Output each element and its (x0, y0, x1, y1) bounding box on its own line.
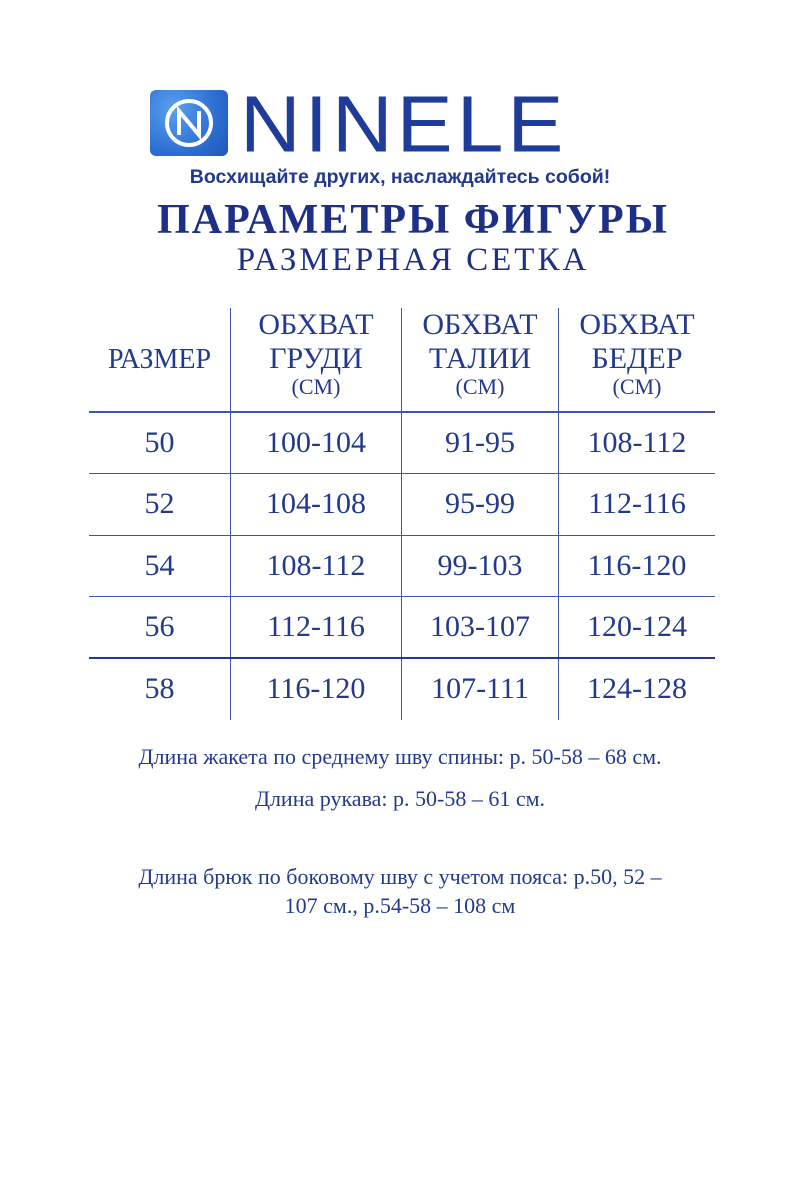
hips-cell: 116-120 (559, 535, 716, 597)
hips-cell: 124-128 (559, 658, 716, 720)
chest-cell: 112-116 (231, 597, 402, 659)
chest-cell: 104-108 (231, 474, 402, 536)
size-cell: 50 (89, 412, 231, 474)
table-row (89, 597, 715, 659)
header-line: ГРУДИ (269, 342, 363, 375)
table-header-row (89, 308, 715, 412)
hips-cell: 108-112 (559, 412, 716, 474)
header-line: ОБХВАТ (422, 308, 538, 341)
waist-cell: 91-95 (402, 412, 559, 474)
size-cell: 54 (89, 535, 231, 597)
size-cell: 56 (89, 597, 231, 659)
waist-cell: 99-103 (402, 535, 559, 597)
chest-cell: 116-120 (231, 658, 402, 720)
brand-slogan: Восхищайте других, наслаждайтесь собой! (189, 166, 611, 188)
waist-cell: 95-99 (402, 474, 559, 536)
sleeve-length-note: Длина рукава: р. 50-58 – 61 см. (254, 786, 546, 811)
brand-name: NINELE (240, 79, 568, 169)
page-subtitle: РАЗМЕРНАЯ СЕТКА (236, 242, 590, 278)
hips-column-header (559, 308, 716, 412)
trousers-length-note-line2: 107 см., р.54-58 – 108 см (284, 893, 516, 918)
table-row (89, 412, 715, 474)
trousers-length-note-line1: Длина брюк по боковому шву с учетом пояса: р.50, 52 – (138, 864, 662, 889)
size-cell: 52 (89, 474, 231, 536)
chest-cell: 108-112 (231, 535, 402, 597)
header-line: ОБХВАТ (579, 308, 695, 341)
size-column-header: РАЗМЕР (89, 308, 231, 412)
page-title: ПАРАМЕТРЫ ФИГУРЫ (157, 197, 669, 243)
size-chart-table (89, 308, 715, 720)
size-cell: 58 (144, 672, 175, 706)
waist-cell: 107-111 (402, 658, 559, 720)
n-monogram-icon (150, 90, 228, 156)
table-row (89, 535, 715, 597)
table-row (89, 658, 715, 720)
header-unit: (СМ) (612, 374, 662, 399)
header-line: ТАЛИИ (428, 342, 532, 375)
header-line: ОБХВАТ (258, 308, 374, 341)
header-line: БЕДЕР (591, 342, 683, 375)
hips-cell: 112-116 (559, 474, 716, 536)
hips-cell: 120-124 (559, 597, 716, 659)
jacket-length-note: Длина жакета по среднему шву спины: р. 50-58 – 68 см. (138, 744, 662, 769)
header-unit: (СМ) (291, 374, 341, 399)
header-unit: (СМ) (455, 374, 505, 399)
table-row (89, 474, 715, 536)
chest-cell: 100-104 (231, 412, 402, 474)
waist-cell: 103-107 (402, 597, 559, 659)
brand-logo (148, 79, 668, 169)
chest-column-header (231, 308, 402, 412)
waist-column-header (402, 308, 559, 412)
